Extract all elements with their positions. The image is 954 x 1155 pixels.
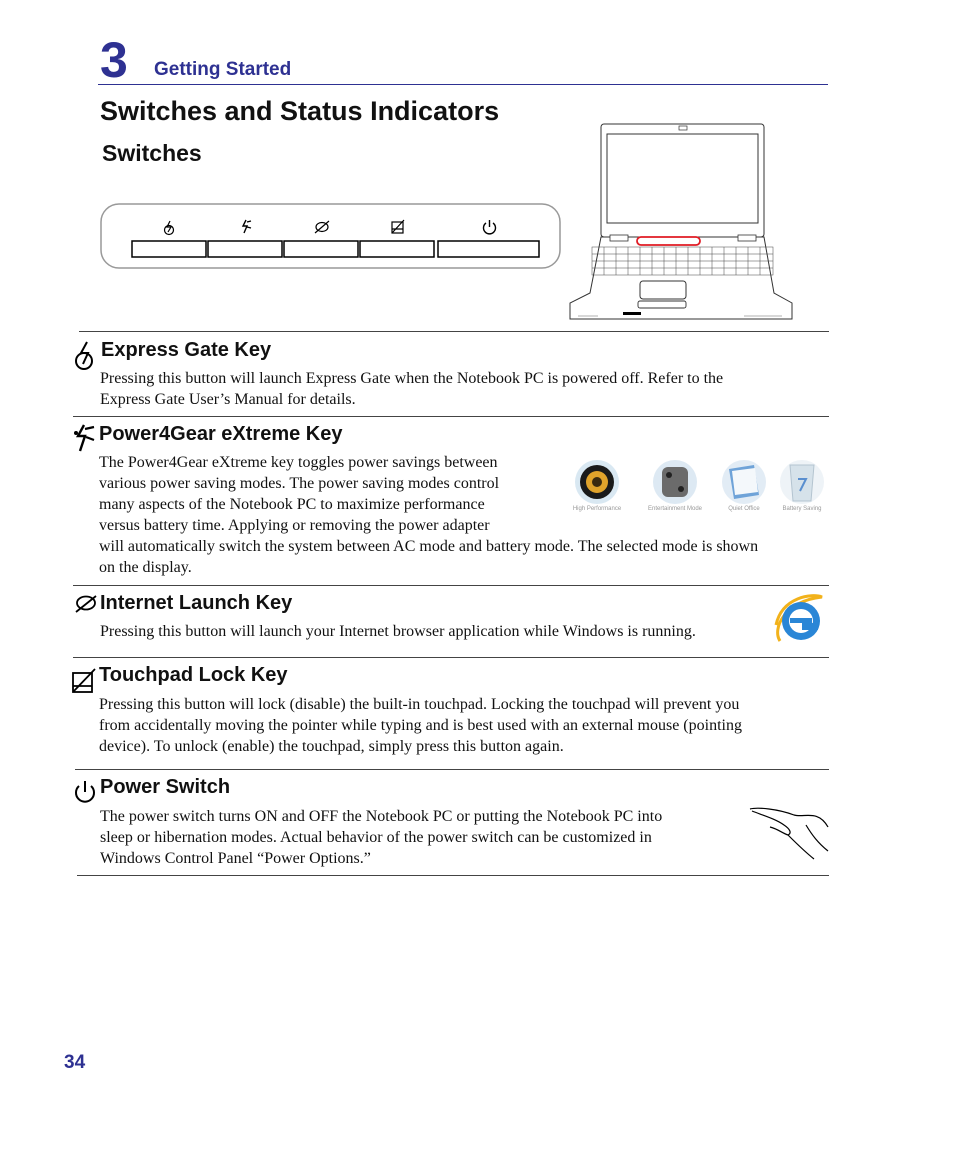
section-title-internet: Internet Launch Key — [100, 592, 293, 614]
mode-label: Quiet Office — [728, 506, 760, 512]
mode-label: Battery Saving — [782, 506, 822, 512]
text-line: versus battery time. Applying or removing the power adapter — [99, 517, 490, 534]
section-divider — [73, 657, 829, 658]
power-icon — [73, 779, 97, 805]
entertainment-mode-icon — [653, 460, 697, 504]
section-body-express-gate — [100, 368, 830, 410]
section-title-touchpad-lock: Touchpad Lock Key — [99, 664, 288, 686]
subtitle: Switches — [102, 140, 202, 166]
text-line: Pressing this button will lock (disable) the built-in touchpad. Locking the touchpad will prevent you — [99, 696, 740, 713]
section-title-express-gate: Express Gate Key — [101, 339, 272, 361]
touchpad-lock-icon — [71, 668, 97, 694]
section-title-power-switch: Power Switch — [100, 776, 231, 798]
text-line: will automatically switch the system between AC mode and battery mode. The selected mode is shown — [99, 538, 759, 555]
internet-explorer-logo — [772, 591, 830, 649]
section-divider — [77, 875, 829, 876]
mode-label: High Performance — [572, 506, 622, 512]
section-body-power-switch — [100, 806, 740, 869]
section-divider — [73, 585, 829, 586]
internet-icon — [74, 594, 98, 614]
power-modes-illustration — [562, 457, 832, 507]
mode-label: Entertainment Mode — [647, 506, 703, 512]
page-title: Switches and Status Indicators — [100, 96, 500, 126]
text-line: The power switch turns ON and OFF the Notebook PC or putting the Notebook PC into — [100, 808, 663, 825]
header-rule — [98, 84, 828, 85]
section-body-touchpad-lock — [99, 694, 831, 757]
text-line: on the display. — [99, 559, 192, 576]
switch-panel-illustration — [100, 203, 562, 270]
text-line: Pressing this button will launch your Internet browser application while Windows is running. — [100, 623, 696, 640]
section-title-power4gear: Power4Gear eXtreme Key — [99, 423, 343, 445]
text-line: Pressing this button will launch Express Gate when the Notebook PC is powered off. Refer to the — [100, 370, 724, 387]
section-divider — [75, 769, 829, 770]
laptop-illustration — [568, 123, 794, 323]
text-line: device). To unlock (enable) the touchpad, simply press this button again. — [99, 738, 564, 755]
page-number: 34 — [64, 1052, 86, 1073]
text-line: many aspects of the Notebook PC to maximize performance — [99, 496, 485, 513]
section-body-internet — [100, 621, 780, 642]
section-divider — [73, 416, 829, 417]
text-line: The Power4Gear eXtreme key toggles power savings between — [99, 454, 498, 471]
express-gate-icon — [73, 340, 97, 372]
chapter-number: 3 — [100, 32, 128, 88]
hand-pressing-illustration — [748, 805, 832, 863]
section-divider — [79, 331, 829, 332]
power4gear-icon — [72, 424, 98, 454]
text-line: Express Gate User’s Manual for details. — [100, 391, 356, 408]
text-line: Windows Control Panel “Power Options.” — [100, 850, 371, 867]
quiet-office-icon — [722, 460, 766, 504]
high-performance-icon — [575, 460, 619, 504]
text-line: various power saving modes. The power saving modes control — [99, 475, 500, 492]
chapter-title: Getting Started — [154, 59, 292, 80]
text-line: sleep or hibernation modes. Actual behavior of the power switch can be customized in — [100, 829, 652, 846]
battery-saving-icon — [780, 460, 824, 504]
text-line: from accidentally moving the pointer while typing and is best used with an external mouse (pointing — [99, 717, 742, 734]
